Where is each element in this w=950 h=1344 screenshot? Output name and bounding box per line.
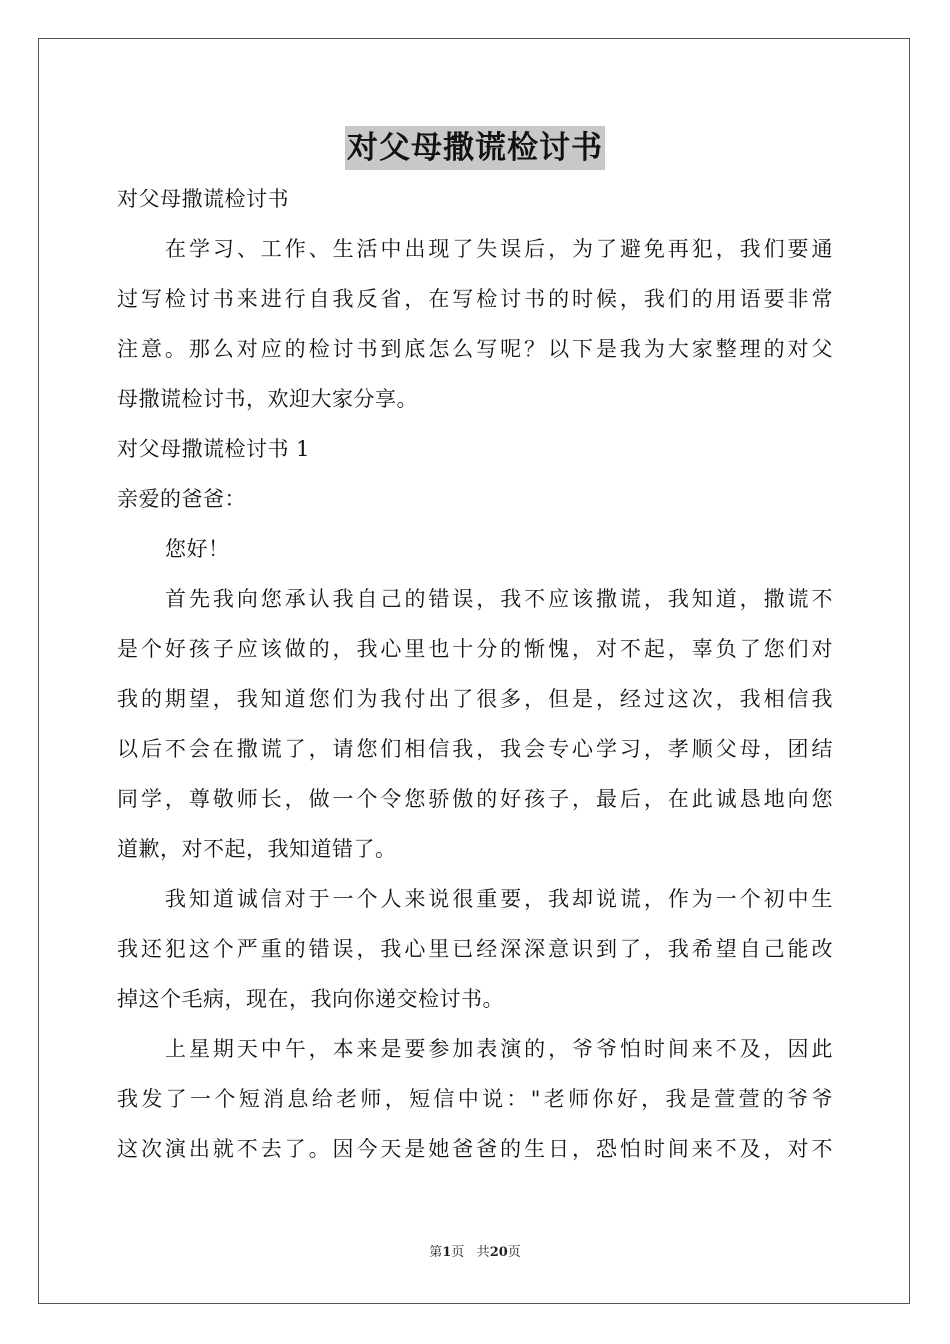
text-line: 上星期天中午，本来是要参加表演的，爷爷怕时间来不及，因此 [165,1037,833,1061]
page-footer [0,1244,950,1262]
document-title: 对父母撒谎检讨书 [345,126,605,170]
document-body [117,174,833,1174]
text-line: 我还犯这个严重的错误，我心里已经深深意识到了，我希望自己能改 [117,937,833,961]
text-line: 这次演出就不去了。因今天是她爸爸的生日，恐怕时间来不及，对不 [117,1137,833,1161]
text-line: 掉这个毛病，现在，我向你递交检讨书。 [117,987,504,1011]
text-line: 注意。那么对应的检讨书到底怎么写呢？以下是我为大家整理的对父 [117,337,833,361]
page-number: 1 [442,1245,452,1260]
text-line: 对父母撒谎检讨书 [117,187,289,211]
text-line: 母撒谎检讨书，欢迎大家分享。 [117,387,418,411]
text-line: 您好！ [165,537,230,561]
page-prefix: 第 [429,1245,443,1260]
text-line: 是个好孩子应该做的，我心里也十分的惭愧，对不起，辜负了您们对 [117,637,833,661]
text-line: 道歉，对不起，我知道错了。 [117,837,397,861]
text-line: 我知道诚信对于一个人来说很重要，我却说谎，作为一个初中生 [165,887,833,911]
text-line: 我的期望，我知道您们为我付出了很多，但是，经过这次，我相信我 [117,687,833,711]
text-line: 过写检讨书来进行自我反省，在写检讨书的时候，我们的用语要非常 [117,287,833,311]
text-line: 以后不会在撒谎了，请您们相信我，我会专心学习，孝顺父母，团结 [117,737,833,761]
text-line: 对父母撒谎检讨书 1 [117,437,311,461]
text-line: 亲爱的爸爸： [117,487,246,511]
text-line: 我发了一个短消息给老师，短信中说："老师你好，我是萱萱的爷爷 [117,1087,833,1111]
total-suffix: 页 [507,1245,521,1260]
total-pages: 20 [489,1245,508,1260]
text-line: 首先我向您承认我自己的错误，我不应该撒谎，我知道，撒谎不 [165,587,833,611]
title-container [0,126,950,170]
text-line: 同学，尊敬师长，做一个令您骄傲的好孩子，最后，在此诚恳地向您 [117,787,833,811]
text-line: 在学习、工作、生活中出现了失误后，为了避免再犯，我们要通 [165,237,833,261]
page-suffix: 页 [451,1245,465,1260]
total-prefix: 共 [476,1245,490,1260]
